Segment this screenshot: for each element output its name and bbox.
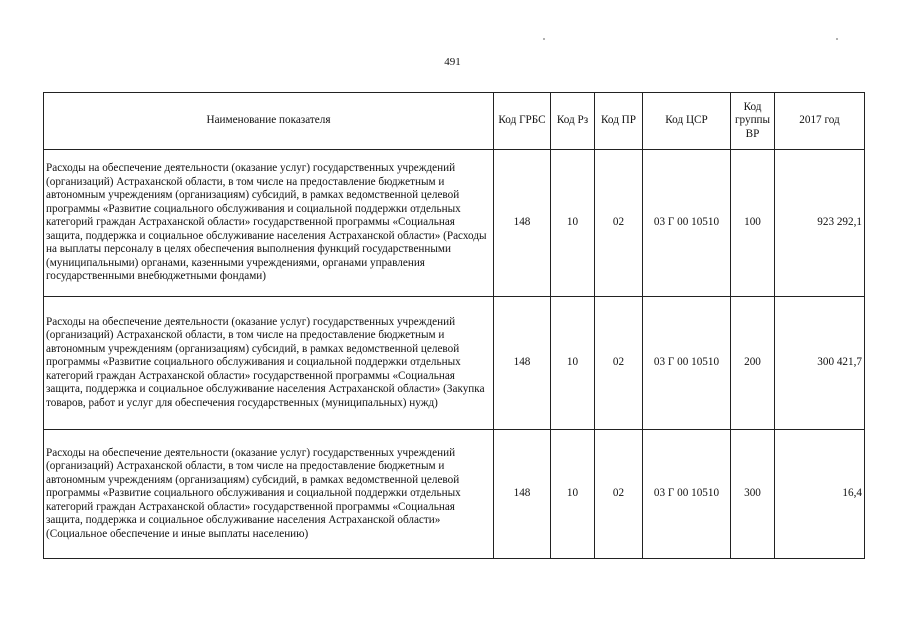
cell-pr: 02 (595, 150, 643, 297)
cell-rz: 10 (551, 150, 595, 297)
table-header-row (44, 93, 865, 150)
cell-grbs: 148 (494, 150, 551, 297)
header-vr: Код группы ВР (731, 93, 775, 150)
header-name: Наименование показателя (44, 93, 494, 150)
cell-pr: 02 (595, 430, 643, 559)
cell-amount: 300 421,7 (775, 297, 865, 430)
header-rz: Код Рз (551, 93, 595, 150)
cell-name: Расходы на обеспечение деятельности (оказание услуг) государственных учреждений (организаций) Астраханской области, в том числе на предоставление бюджетным и автономным учреждениям (организациям) субсидий, в рамках ведомственной целевой программы «Развитие социального обслуживания и социальной поддержки отдельных категорий граждан Астраханской области» государственной программы «Социальная защита, поддержка и социальное обслуживание населения Астраханской области» (Расходы на выплаты персоналу в целях обеспечения выполнения функций государственными (муниципальными) органами, казенными учреждениями, органами управления государственными внебюджетными фондами) (44, 150, 494, 297)
scan-speck (543, 38, 545, 40)
cell-grbs: 148 (494, 297, 551, 430)
cell-rz: 10 (551, 430, 595, 559)
header-pr: Код ПР (595, 93, 643, 150)
cell-csr: 03 Г 00 10510 (643, 297, 731, 430)
cell-amount: 16,4 (775, 430, 865, 559)
header-year: 2017 год (775, 93, 865, 150)
cell-amount: 923 292,1 (775, 150, 865, 297)
cell-csr: 03 Г 00 10510 (643, 150, 731, 297)
cell-vr: 200 (731, 297, 775, 430)
budget-table (43, 92, 865, 559)
cell-grbs: 148 (494, 430, 551, 559)
page-number: 491 (444, 56, 461, 68)
table-row (44, 297, 865, 430)
cell-vr: 300 (731, 430, 775, 559)
cell-vr: 100 (731, 150, 775, 297)
table-row (44, 150, 865, 297)
cell-rz: 10 (551, 297, 595, 430)
cell-name: Расходы на обеспечение деятельности (оказание услуг) государственных учреждений (организаций) Астраханской области, в том числе на предоставление бюджетным и автономным учреждениям (организациям) субсидий, в рамках ведомственной целевой программы «Развитие социального обслуживания и социальной поддержки отдельных категорий граждан Астраханской области» государственной программы «Социальная защита, поддержка и социальное обслуживание населения Астраханской области» (Закупка товаров, работ и услуг для обеспечения государственных (муниципальных) нужд) (44, 297, 494, 430)
header-csr: Код ЦСР (643, 93, 731, 150)
cell-name: Расходы на обеспечение деятельности (оказание услуг) государственных учреждений (организаций) Астраханской области, в том числе на предоставление бюджетным и автономным учреждениям (организациям) субсидий, в рамках ведомственной целевой программы «Развитие социального обслуживания и социальной поддержки отдельных категорий граждан Астраханской области» государственной программы «Социальная защита, поддержка и социальное обслуживание населения Астраханской области» (Социальное обеспечение и иные выплаты населению) (44, 430, 494, 559)
scan-speck (836, 38, 838, 40)
header-grbs: Код ГРБС (494, 93, 551, 150)
cell-csr: 03 Г 00 10510 (643, 430, 731, 559)
table-row (44, 430, 865, 559)
cell-pr: 02 (595, 297, 643, 430)
